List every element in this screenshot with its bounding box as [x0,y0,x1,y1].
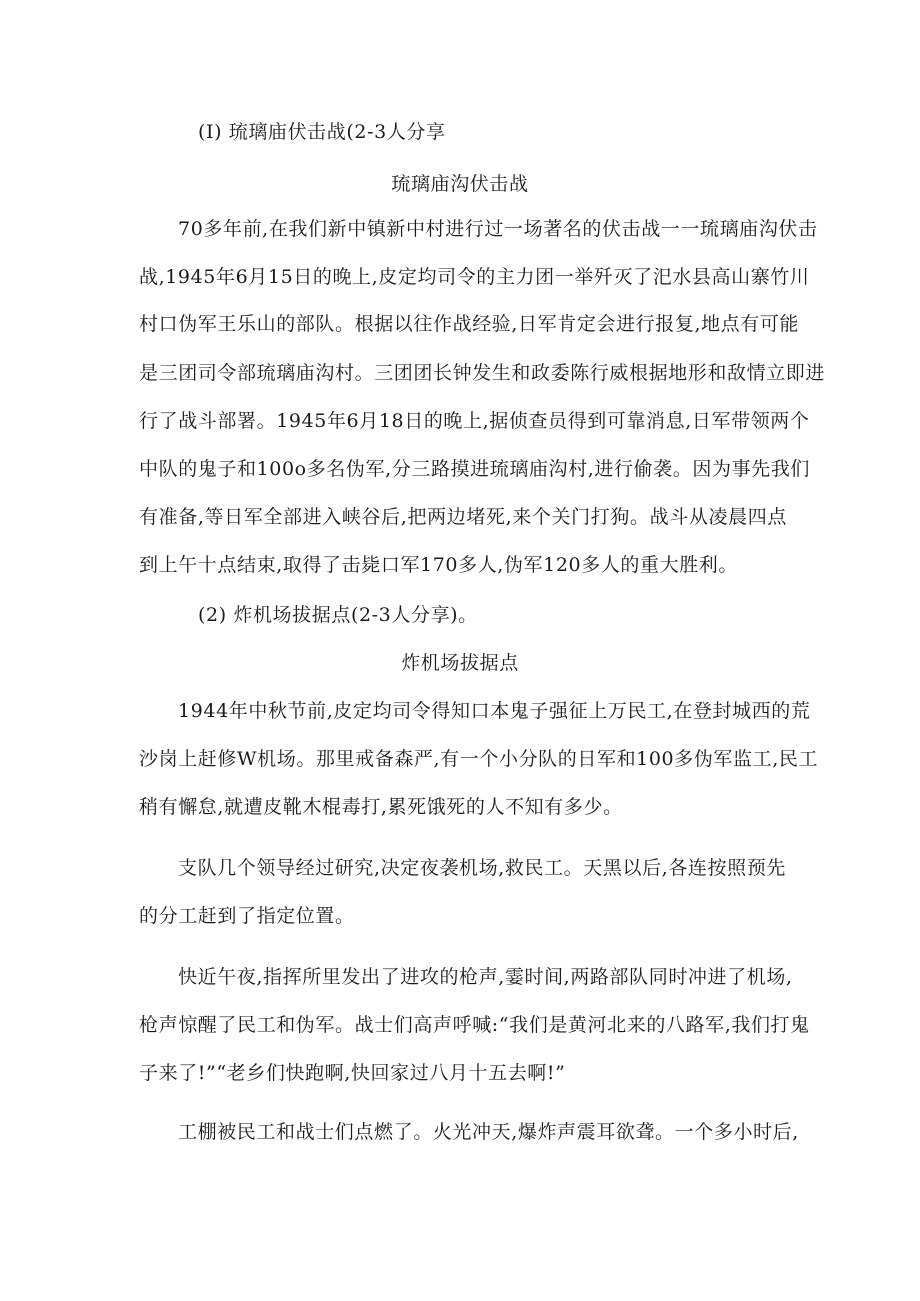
section2-para3-line: 子来了!”“老乡们快跑啊,快回家过八月十五去啊!” [139,1062,566,1084]
section1-title: 琉璃庙沟伏击战 [391,173,529,195]
section2-para1-line: 沙岗上赶修W机场。那里戒备森严,有一个小分队的日军和100多伪军监工,民工 [139,748,819,770]
section1-para1-line: 村口伪军王乐山的部队。根据以往作战经验,日军肯定会进行报复,地点有可能 [139,313,800,335]
section1-para1-line: 有准备,等日军全部进入峡谷后,把两边堵死,来个关门打狗。战斗从凌晨四点 [139,506,787,528]
section2-para1-line: 1944年中秋节前,皮定均司令得知口本鬼子强征上万民工,在登封城西的荒 [178,700,811,722]
section2-para2-line: 支队几个领导经过研究,决定夜袭机场,救民工。天黑以后,各连按照预先 [178,857,786,879]
section2-heading: (2) 炸机场拔据点(2-3人分享)。 [198,604,478,626]
section1-para1-line: 到上午十点结束,取得了击毙口军170多人,伪军120多人的重大胜利。 [139,554,739,576]
section2-title: 炸机场拔据点 [401,652,519,674]
section1-heading: (I) 琉璃庙伏击战(2-3人分享 [198,121,446,143]
section2-para4-line: 工棚被民工和战士们点燃了。火光冲天,爆炸声震耳欲聋。一个多小时后, [178,1121,799,1143]
section2-para1-line: 稍有懈怠,就遭皮靴木棍毒打,累死饿死的人不知有多少。 [139,796,623,818]
section1-para1-line: 战,1945年6月15日的晚上,皮定均司令的主力团一举歼灭了汜水县高山寨竹川 [139,266,810,288]
section1-para1-line: 行了战斗部署。1945年6月18日的晚上,据侦查员得到可靠消息,日军带领两个 [139,410,810,432]
section2-para2-line: 的分工赶到了指定位置。 [139,905,355,927]
section2-para3-line: 枪声惊醒了民工和伪军。战士们高声呼喊:“我们是黄河北来的八路军,我们打鬼 [139,1014,810,1036]
section1-para1-line: 70多年前,在我们新中镇新中村进行过一场著名的伏击战一一琉璃庙沟伏击 [178,218,818,240]
section1-para1-line: 是三团司令部琉璃庙沟村。三团团长钟发生和政委陈行威根据地形和敌情立即进 [139,362,826,384]
section2-para3-line: 快近午夜,指挥所里发出了进攻的枪声,霎时间,两路部队同时冲进了机场, [178,966,793,988]
section1-para1-line: 中队的鬼子和100o多名伪军,分三路摸进琉璃庙沟村,进行偷袭。因为事先我们 [139,458,810,480]
